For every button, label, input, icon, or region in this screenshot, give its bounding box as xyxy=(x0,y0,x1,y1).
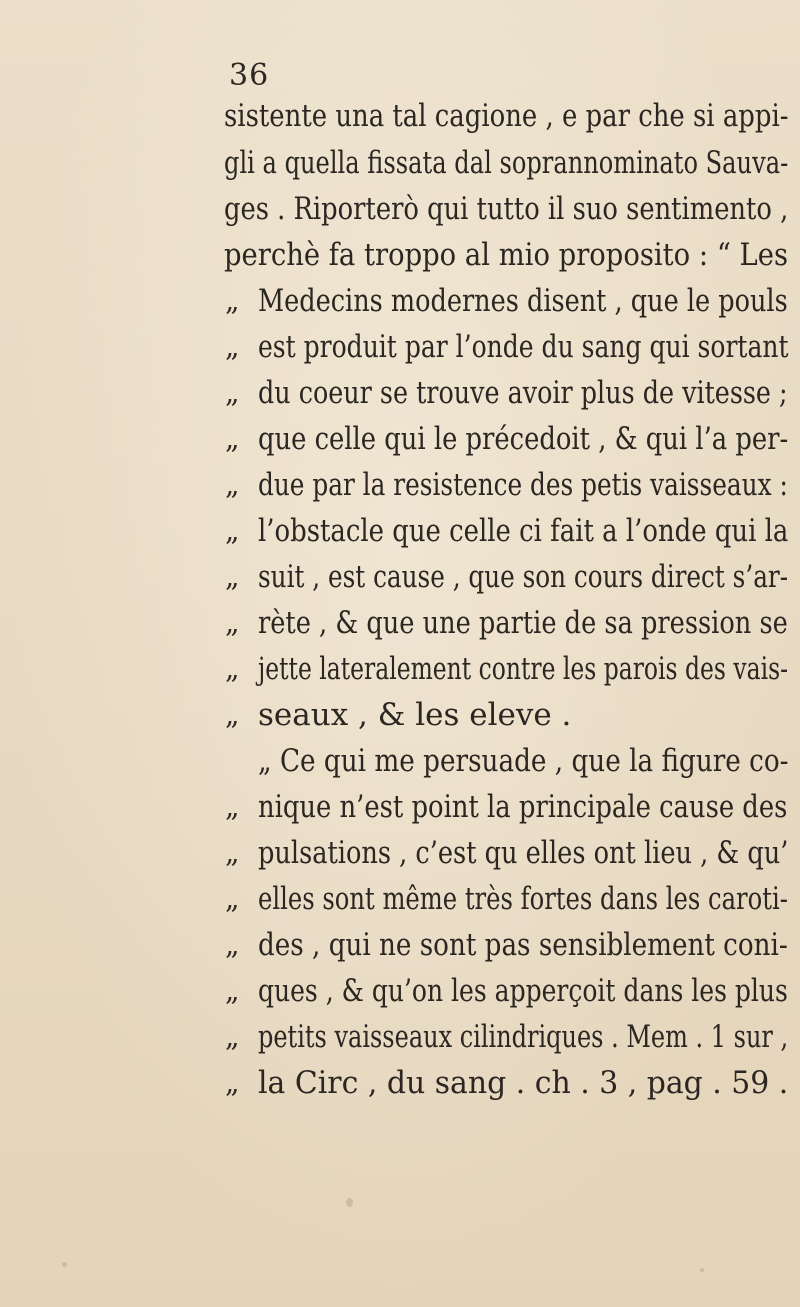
paper-speck xyxy=(62,1262,67,1267)
quote-mark: „ xyxy=(225,376,240,409)
line-text: rète , & que une partie de sa pression se xyxy=(258,605,788,641)
line-text: petits vaisseaux cilindriques . Mem . 1 sur , xyxy=(258,1019,789,1055)
line-text: est produit par l’onde du sang qui sortant xyxy=(258,329,789,365)
quote-mark: „ xyxy=(225,560,240,593)
quote-mark: „ xyxy=(225,790,240,823)
line-text: jette lateralement contre les parois des vais- xyxy=(258,651,789,687)
quote-mark: „ xyxy=(225,514,240,547)
page-number: 36 xyxy=(229,58,270,93)
paper-speck xyxy=(346,1198,353,1207)
quote-mark: „ xyxy=(225,652,240,685)
quote-mark: „ xyxy=(225,1066,240,1099)
quote-mark: „ xyxy=(225,698,240,731)
line-text: seaux , & les eleve . xyxy=(258,697,572,733)
quote-mark: „ xyxy=(225,928,240,961)
line-text: que celle qui le précedoit , & qui l’a per- xyxy=(258,421,789,457)
quote-mark: „ xyxy=(225,330,240,363)
quote-mark: „ xyxy=(225,284,240,317)
quote-mark: „ xyxy=(225,606,240,639)
line-text: elles sont même très fortes dans les caroti- xyxy=(258,881,788,917)
line-text: perchè fa troppo al mio proposito : “ Les xyxy=(224,237,789,273)
line-text: du coeur se trouve avoir plus de vitesse ; xyxy=(258,375,788,411)
line-text: ques , & qu’on les apperçoit dans les plus xyxy=(258,973,788,1009)
line-text: l’obstacle que celle ci fait a l’onde qui la xyxy=(258,513,789,549)
line-text: la Circ , du sang . ch . 3 , pag . 59 . xyxy=(258,1065,789,1101)
line-text: „ Ce qui me persuade , que la figure co- xyxy=(258,743,789,779)
quote-mark: „ xyxy=(225,882,240,915)
line-text: gli a quella fissata dal soprannominato Sauva- xyxy=(224,145,789,181)
line-text: nique n’est point la principale cause des xyxy=(258,789,788,825)
quote-mark: „ xyxy=(225,1020,240,1053)
line-text: Medecins modernes disent , que le pouls xyxy=(258,283,788,319)
paper-speck xyxy=(700,1268,704,1272)
quote-mark: „ xyxy=(225,836,240,869)
line-text: pulsations , c’est qu elles ont lieu , & qu’ xyxy=(258,835,789,871)
line-text: sistente una tal cagione , e par che si appi- xyxy=(224,98,789,134)
quote-mark: „ xyxy=(225,468,240,501)
quote-mark: „ xyxy=(225,422,240,455)
quote-mark: „ xyxy=(225,974,240,1007)
line-text: ges . Riporterò qui tutto il suo sentimento , xyxy=(224,191,789,227)
line-text: suit , est cause , que son cours direct s’ar- xyxy=(258,559,789,595)
line-text: due par la resistence des petis vaisseaux : xyxy=(258,467,788,503)
line-text: des , qui ne sont pas sensiblement coni- xyxy=(258,927,788,963)
